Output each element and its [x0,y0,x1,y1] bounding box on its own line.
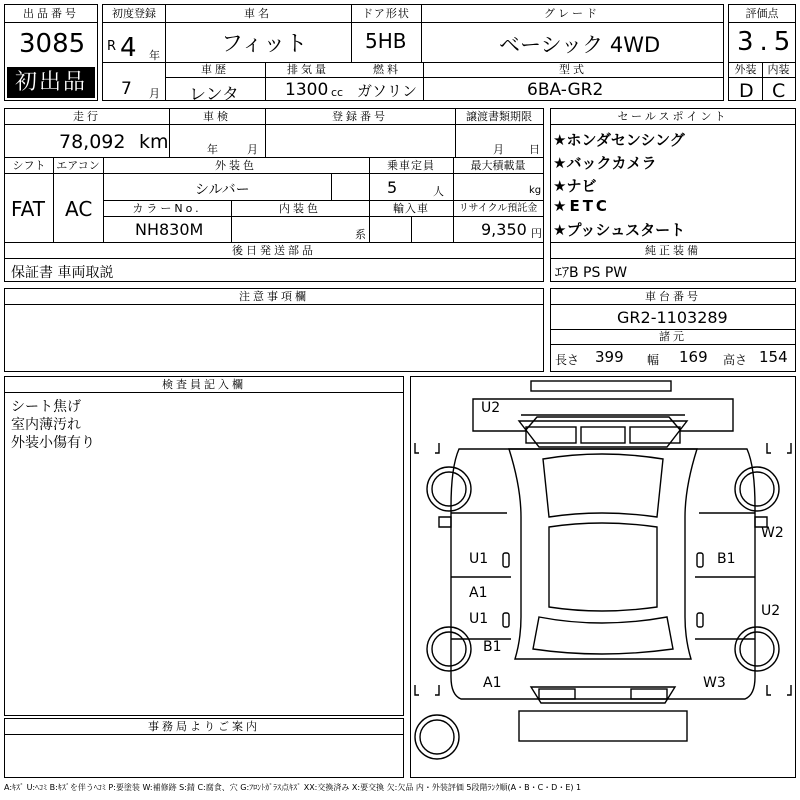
lot-number-box [4,4,98,101]
height: 154 [759,348,788,366]
reg-no-label: 登録番号 [332,110,388,123]
sales-point: ★ナビ [553,177,597,195]
damage-mark: U1 [469,551,489,567]
first-reg-month: 7 [121,79,132,99]
notes-box [4,288,544,372]
exterior-grade: D [739,80,754,102]
lot-number: 3085 [19,29,86,59]
mileage: 78,092 [59,131,126,153]
int-color-suffix: 系 [355,228,366,241]
int-color-label: 内装色 [279,202,321,215]
interior-label: 内装 [767,63,790,76]
later-parts-label: 後日発送部品 [232,244,316,257]
chassis-number: GR2-1103289 [617,308,728,327]
sales-point: ★ホンダセンシング [553,131,685,149]
detail-box [4,108,544,282]
score: 3.5 [737,27,797,57]
damage-mark: U2 [761,603,781,619]
load-unit: kg [529,185,542,196]
inspector-label: 検査員記入欄 [162,378,246,391]
door-label: ドア形状 [362,7,410,20]
grade-label: グレード [544,7,600,20]
transfer-month-unit: 月 [493,143,504,156]
damage-mark: W2 [761,525,784,541]
damage-mark: U1 [469,611,489,627]
lot-number-label: 出品番号 [23,7,79,20]
inspector-note: 外装小傷有り [11,435,95,451]
damage-mark: U2 [481,400,501,416]
import-label: 輸入車 [393,202,429,215]
era: R [107,39,117,54]
model-label: 型式 [559,63,587,76]
car-name-label: 車名 [244,7,272,20]
shift: FAT [11,197,46,221]
month-unit: 月 [149,87,160,100]
height-label: 高さ [723,353,748,367]
grade: ベーシック 4WD [499,33,661,57]
capacity-label: 乗車定員 [387,159,435,172]
displacement-unit: cc [331,86,344,99]
ac-label: エアコン [56,159,100,172]
length: 399 [595,348,624,366]
office-label: 事務局よりご案内 [148,720,260,733]
transfer-label: 譲渡書類期限 [466,110,532,123]
width: 169 [679,348,708,366]
year-unit: 年 [149,49,160,62]
length-label: 長さ [555,353,580,367]
displacement: 1300 [285,80,329,100]
legend: A:ｷｽﾞ U:ﾍｺﾐ B:ｷｽﾞを伴うﾍｺﾐ P:要塗装 W:補修跡 S:錆 C:腐食、穴 G:ﾌﾛﾝﾄｶﾞﾗｽ点ｷｽﾞ XX:交換済み X:要交換 欠:欠品 内・外装評価 5段階ﾗﾝｸ順(A・B・C・D・E) 1 [4,783,582,792]
car-diagram [410,376,796,778]
inspector-box [4,376,404,716]
car-outline-diagram [411,377,795,777]
inspection-label: 車検 [203,110,231,123]
vehicle-info-box [102,4,724,105]
sales-points-box [550,108,796,282]
inspector-note: シート焦げ [11,399,81,415]
inspection-year-unit: 年 [207,143,218,156]
history: レンタ [189,85,239,105]
width-label: 幅 [647,353,660,367]
office-box [4,718,404,778]
damage-mark: B1 [717,551,736,567]
car-name: フィット [221,32,308,57]
transfer-day-unit: 日 [529,143,540,156]
chassis-box [550,288,796,372]
recycle-fee: 9,350 [481,220,527,239]
later-parts: 保証書 車両取説 [11,265,114,281]
inspector-note: 室内薄汚れ [11,417,81,433]
color-no-label: カラーNo. [132,202,202,215]
damage-mark: B1 [483,639,502,655]
score-label: 評価点 [745,7,779,20]
damage-mark: A1 [469,585,488,601]
inspection-month-unit: 月 [247,143,258,156]
door-type: 5HB [365,29,407,53]
fuel-label: 燃料 [373,63,401,76]
exterior-color: シルバー [195,182,250,198]
chassis-label: 車台番号 [645,290,701,303]
color-label: 外装色 [215,159,257,172]
displacement-label: 排気量 [287,63,329,76]
ac: AC [65,197,93,221]
interior-grade: C [772,80,786,102]
sales-point: ★バックカメラ [553,154,657,172]
dims-label: 諸元 [659,330,687,343]
shift-label: シフト [12,159,46,172]
damage-mark: A1 [483,675,502,691]
mileage-label: 走行 [73,110,101,123]
color-number: NH830M [135,220,204,239]
load-label: 最大積載量 [470,159,526,172]
first-reg-label: 初度登録 [112,7,156,20]
history-label: 車歴 [201,63,229,76]
first-reg-year: 4 [120,33,137,63]
model: 6BA-GR2 [527,80,604,100]
capacity-unit: 人 [433,185,444,198]
recycle-label: リサイクル預託金 [458,203,538,214]
fuel: ガソリン [357,82,418,100]
equipment: ｴｱB PS PW [555,265,628,281]
equipment-label: 純正装備 [645,244,701,257]
first-listing-badge: 初出品 [7,67,95,98]
sales-point: ★ETC [553,197,610,215]
score-box [728,4,796,101]
notes-label: 注意事項欄 [239,290,309,303]
damage-mark: W3 [703,675,726,691]
capacity: 5 [387,178,398,197]
mileage-unit: km [139,131,169,153]
sales-points-label: セールスポイント [617,110,729,123]
sales-point: ★プッシュスタート [553,221,686,239]
exterior-label: 外装 [734,63,757,76]
recycle-unit: 円 [531,227,542,240]
